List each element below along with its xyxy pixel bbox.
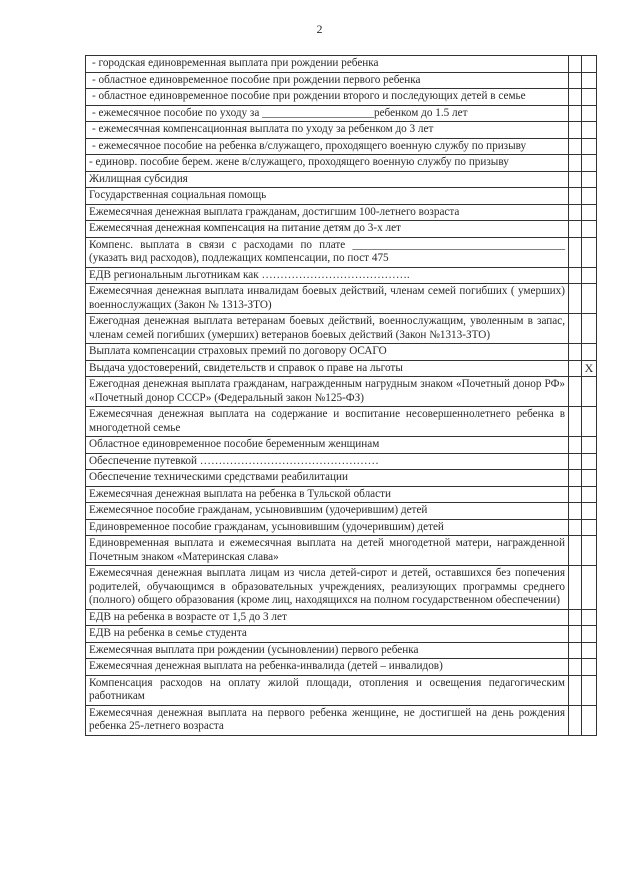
selection-mark-cell (582, 205, 596, 221)
table-row (85, 138, 597, 155)
table-row (85, 283, 597, 313)
spacer-cell (569, 188, 582, 204)
benefit-label: ЕДВ региональным льготникам как …………………………………. (86, 268, 569, 284)
table-row (85, 469, 597, 486)
benefit-label: - единовр. пособие берем. жене в/служащего, проходящего военную службу по призыву (86, 155, 569, 171)
spacer-cell (569, 205, 582, 221)
benefit-label: - областное единовременное пособие при рождении первого ребенка (86, 73, 569, 89)
selection-mark-cell (582, 536, 596, 565)
benefit-label: Жилищная субсидия (86, 172, 569, 188)
benefit-label: Ежемесячная выплата при рождении (усыновлении) первого ребенка (86, 643, 569, 659)
selection-mark-cell (582, 73, 596, 89)
benefit-label: Ежемесячное пособие гражданам, усыновившим (удочерившим) детей (86, 503, 569, 519)
table-row (85, 609, 597, 626)
table-row (85, 55, 597, 72)
table-row (85, 486, 597, 503)
benefit-label: Единовременная выплата и ежемесячная выплата на детей многодетной матери, награжденной Почетным знаком «Материнская слава» (86, 536, 569, 565)
spacer-cell (569, 106, 582, 122)
table-row (85, 705, 597, 736)
spacer-cell (569, 155, 582, 171)
benefit-label: Государственная социальная помощь (86, 188, 569, 204)
table-row (85, 171, 597, 188)
benefit-label: - ежемесячная компенсационная выплата по уходу за ребенком до 3 лет (86, 122, 569, 138)
benefit-label: Компенсация расходов на оплату жилой площади, отопления и освещения педагогическим работникам (86, 676, 569, 705)
table-row (85, 453, 597, 470)
benefit-label: - ежемесячное пособие по уходу за ____________________ребенком до 1.5 лет (86, 106, 569, 122)
selection-mark-cell (582, 172, 596, 188)
spacer-cell (569, 284, 582, 313)
table-row (85, 220, 597, 237)
table-row (85, 565, 597, 609)
table-row (85, 436, 597, 453)
benefit-label: Обеспечение техническими средствами реабилитации (86, 470, 569, 486)
table-row (85, 376, 597, 406)
table-row (85, 313, 597, 343)
benefit-label: Ежемесячная денежная компенсация на питание детям до 3-х лет (86, 221, 569, 237)
selection-mark-cell (582, 470, 596, 486)
spacer-cell (569, 643, 582, 659)
selection-mark-cell (582, 377, 596, 406)
selection-mark-cell (582, 122, 596, 138)
table-row (85, 406, 597, 436)
selection-mark-cell (582, 610, 596, 626)
selection-mark-cell (582, 284, 596, 313)
benefit-label: Единовременное пособие гражданам, усыновившим (удочерившим) детей (86, 520, 569, 536)
table-row (85, 154, 597, 171)
spacer-cell (569, 314, 582, 343)
selection-mark-cell (582, 643, 596, 659)
selection-mark-cell (582, 626, 596, 642)
selection-mark-cell (582, 437, 596, 453)
spacer-cell (569, 503, 582, 519)
selection-mark-cell (582, 314, 596, 343)
benefit-label: - ежемесячное пособие на ребенка в/служащего, проходящего военную службу по призыву (86, 139, 569, 155)
selection-mark-cell (582, 659, 596, 675)
benefit-label: Областное единовременное пособие беременным женщинам (86, 437, 569, 453)
benefit-label: Ежегодная денежная выплата гражданам, награжденным нагрудным знаком «Почетный донор РФ» «Почетный донор СССР» (Федеральный закон №125-ФЗ) (86, 377, 569, 406)
selection-mark-cell (582, 454, 596, 470)
spacer-cell (569, 221, 582, 237)
spacer-cell (569, 89, 582, 105)
spacer-cell (569, 407, 582, 436)
selection-mark-cell (582, 503, 596, 519)
spacer-cell (569, 536, 582, 565)
benefit-label: - областное единовременное пособие при рождении второго и последующих детей в семье (86, 89, 569, 105)
table-row (85, 105, 597, 122)
table-row (85, 535, 597, 565)
spacer-cell (569, 139, 582, 155)
table-row (85, 642, 597, 659)
spacer-cell (569, 520, 582, 536)
benefits-table (85, 55, 597, 736)
spacer-cell (569, 238, 582, 267)
spacer-cell (569, 377, 582, 406)
spacer-cell (569, 706, 582, 735)
spacer-cell (569, 566, 582, 609)
benefit-label: Ежемесячная денежная выплата на ребенка в Тульской области (86, 487, 569, 503)
benefit-label: ЕДВ на ребенка в семье студента (86, 626, 569, 642)
benefit-label: Ежегодная денежная выплата ветеранам боевых действий, военнослужащим, уволенным в запас, членам семей погибших (умерших) ветеранов боевых действий (Закон №1313-ЗТО) (86, 314, 569, 343)
benefit-label: Ежемесячная денежная выплата на ребенка-инвалида (детей – инвалидов) (86, 659, 569, 675)
selection-mark-cell (582, 221, 596, 237)
spacer-cell (569, 626, 582, 642)
spacer-cell (569, 437, 582, 453)
table-row (85, 267, 597, 284)
table-row (85, 519, 597, 536)
benefit-label: Ежемесячная денежная выплата на первого ребенка женщине, не достигшей на день рождения ребенка 25-летнего возраста (86, 706, 569, 735)
spacer-cell (569, 454, 582, 470)
benefit-label: Компенс. выплата в связи с расходами по плате ______________________________________ (указать вид расходов), подлежащих компенсации, по пост 475 (86, 238, 569, 267)
page-number: 2 (316, 22, 323, 36)
benefit-label: Выплата компенсации страховых премий по договору ОСАГО (86, 344, 569, 360)
table-row (85, 72, 597, 89)
spacer-cell (569, 56, 582, 72)
spacer-cell (569, 268, 582, 284)
spacer-cell (569, 73, 582, 89)
benefit-label: Выдача удостоверений, свидетельств и справок о праве на льготы (86, 361, 569, 377)
benefit-label: Обеспечение путевкой ………………………………………… (86, 454, 569, 470)
benefit-label: Ежемесячная денежная выплата гражданам, достигшим 100-летнего возраста (86, 205, 569, 221)
selection-mark-cell (582, 188, 596, 204)
selection-mark-cell (582, 520, 596, 536)
table-row (85, 187, 597, 204)
spacer-cell (569, 361, 582, 377)
selection-mark-cell (582, 155, 596, 171)
selection-mark-cell (582, 676, 596, 705)
benefit-label: ЕДВ на ребенка в возрасте от 1,5 до 3 лет (86, 610, 569, 626)
spacer-cell (569, 172, 582, 188)
table-row (85, 658, 597, 675)
benefit-label: Ежемесячная денежная выплата на содержание и воспитание несовершеннолетнего ребенка в многодетной семье (86, 407, 569, 436)
benefit-label: - городская единовременная выплата при рождении ребенка (86, 56, 569, 72)
spacer-cell (569, 676, 582, 705)
table-row (85, 204, 597, 221)
table-row (85, 625, 597, 642)
spacer-cell (569, 122, 582, 138)
spacer-cell (569, 487, 582, 503)
selection-mark-cell (582, 238, 596, 267)
table-row (85, 237, 597, 267)
spacer-cell (569, 470, 582, 486)
selection-mark-cell (582, 106, 596, 122)
selection-mark-cell (582, 268, 596, 284)
table-row (85, 360, 597, 377)
selection-mark-cell (582, 344, 596, 360)
table-row (85, 502, 597, 519)
table-row (85, 88, 597, 105)
selection-mark-cell (582, 89, 596, 105)
selection-mark-cell (582, 407, 596, 436)
spacer-cell (569, 659, 582, 675)
selection-mark-cell (582, 566, 596, 609)
spacer-cell (569, 344, 582, 360)
selection-mark-cell: X (584, 360, 594, 375)
selection-mark-cell (582, 139, 596, 155)
table-row (85, 343, 597, 360)
benefit-label: Ежемесячная денежная выплата инвалидам боевых действий, членам семей погибших ( умерших) военнослужащих (Закон № 1313-ЗТО) (86, 284, 569, 313)
selection-mark-cell (582, 487, 596, 503)
selection-mark-cell (582, 56, 596, 72)
selection-mark-cell (582, 706, 596, 735)
benefit-label: Ежемесячная денежная выплата лицам из числа детей-сирот и детей, оставшихся без попечения родителей, обучающимся в образовательных учреждениях, реализующих программы среднего (полного) общего образования (кроме лиц, находящихся на полном государственном обеспечении) (86, 566, 569, 609)
table-row (85, 121, 597, 138)
table-row (85, 675, 597, 705)
spacer-cell (569, 610, 582, 626)
